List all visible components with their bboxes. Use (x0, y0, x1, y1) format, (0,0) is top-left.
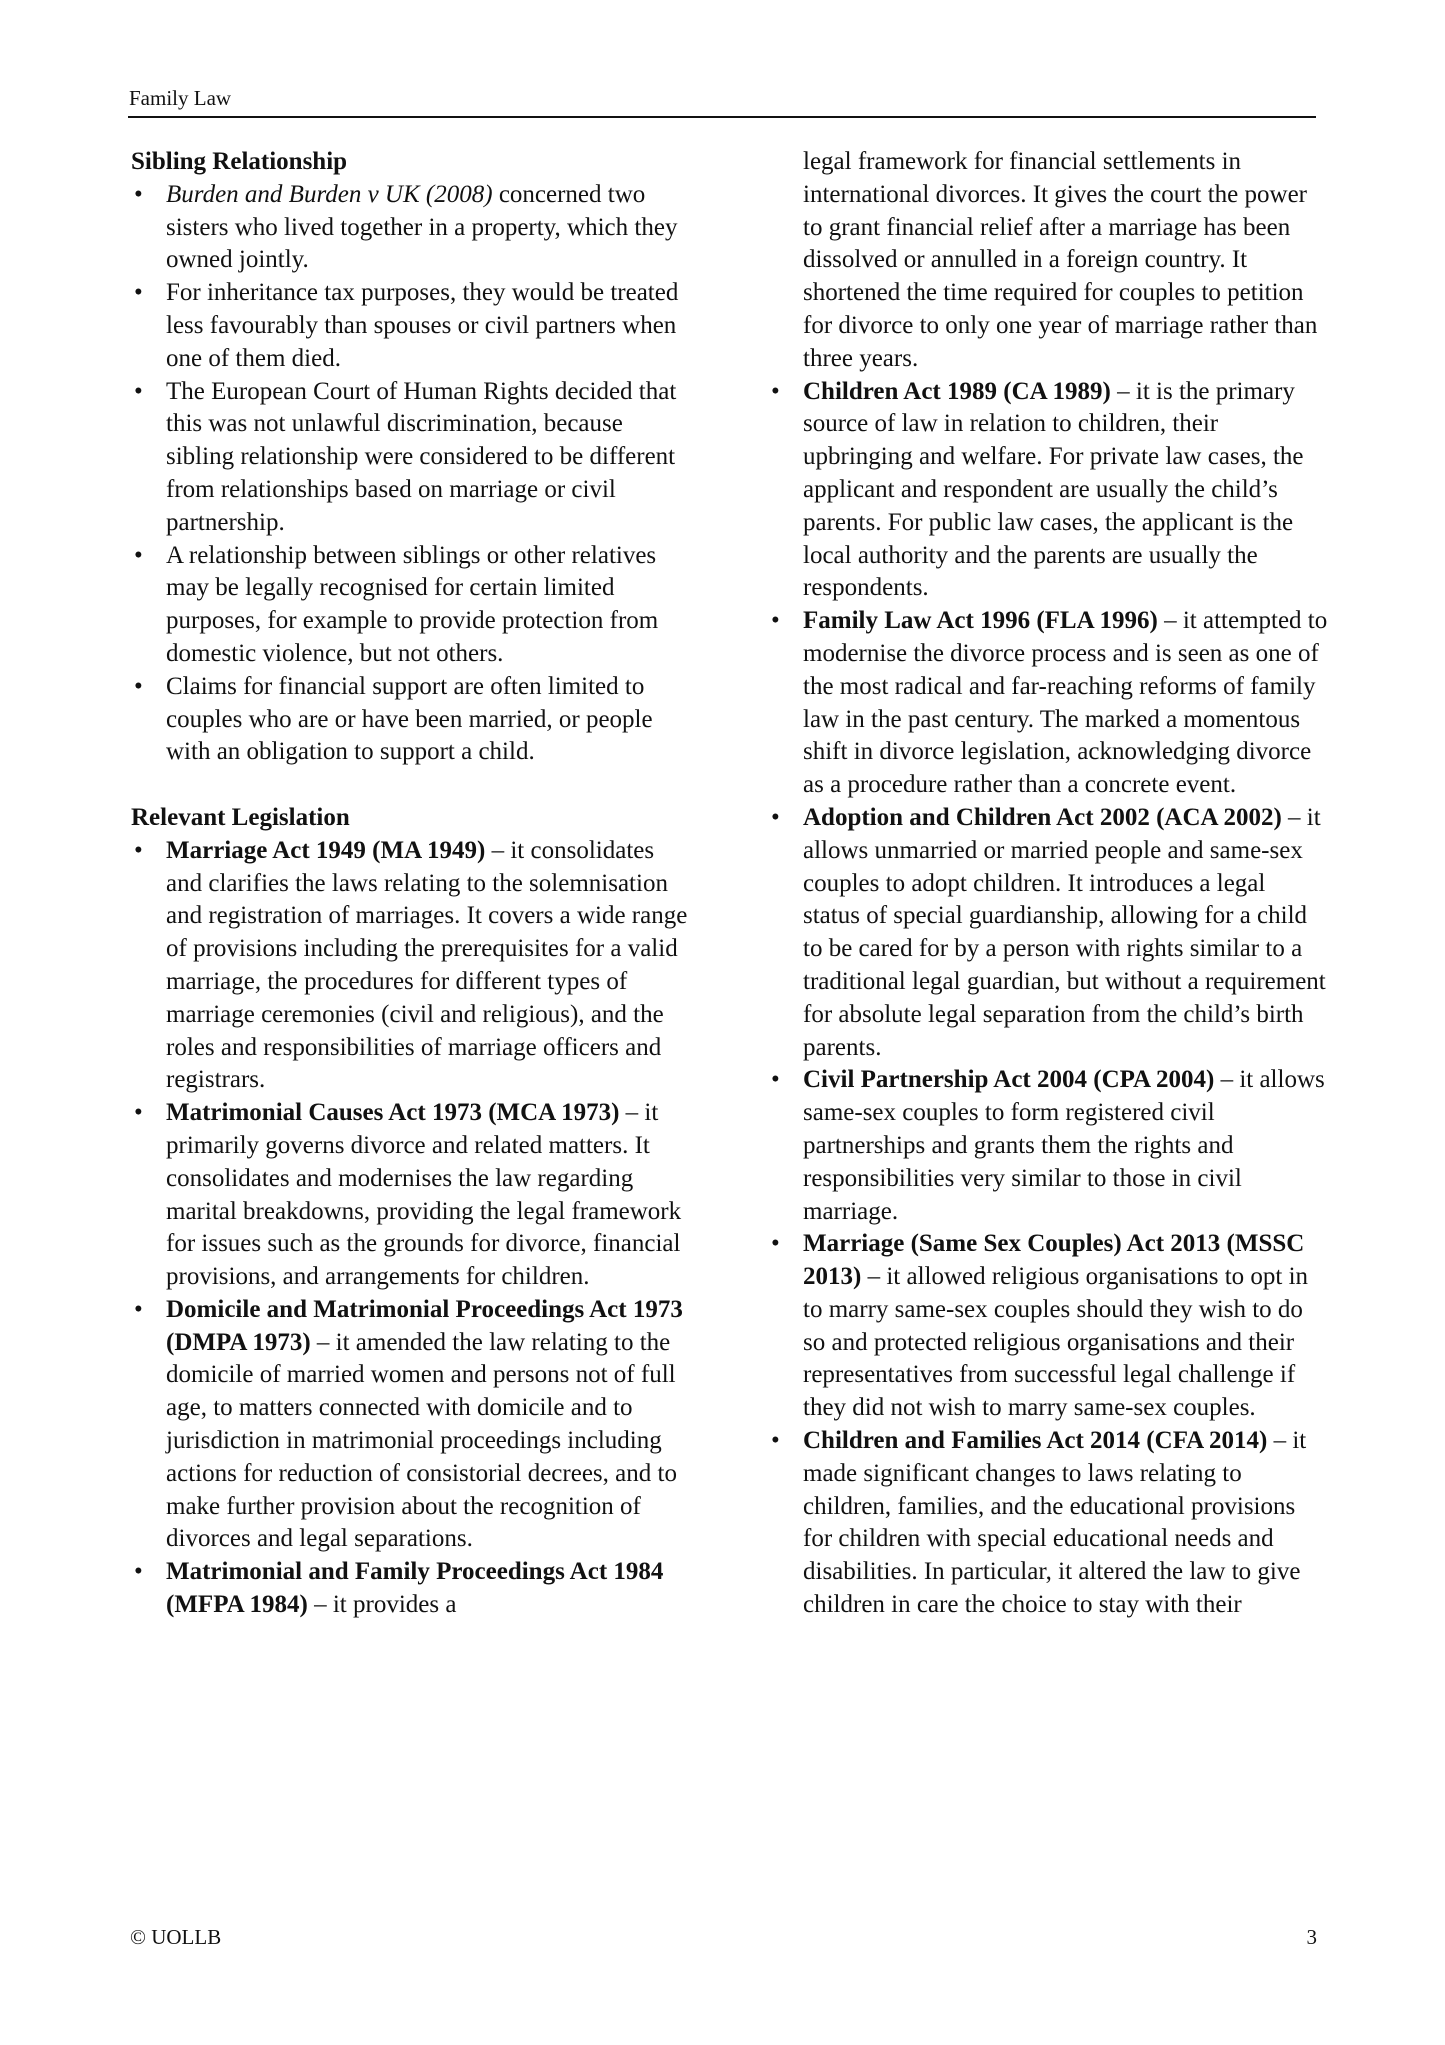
bullet-icon: • (134, 1558, 143, 1586)
act-title: Matrimonial and Family Proceedings Act 1984 (MFPA 1984) (166, 1558, 664, 1619)
list-item (768, 802, 1328, 1064)
list-item (131, 1097, 691, 1294)
header-divider (128, 116, 1316, 118)
list-item (131, 1556, 691, 1622)
list-item-text: Claims for financial support are often limited to couples who are or have been married, or people with an obligation to support a child. (166, 672, 653, 766)
act-title: Marriage Act 1949 (MA 1949) (166, 836, 486, 864)
list-item-text: – it allows same-sex couples to form registered civil partnerships and grants them the rights and responsibilities very similar to those in civil marriage. (803, 1066, 1325, 1225)
list-item-text: – it primarily governs divorce and related matters. It consolidates and modernises the law regarding marital breakdowns, providing the legal framework for issues such as the grounds for divorce, financial provisions, and arrangements for children. (166, 1099, 682, 1291)
bullet-icon: • (771, 1066, 780, 1094)
list-item-text: – it made significant changes to laws relating to children, families, and the educational provisions for children with special educational needs and disabilities. In particular, it altered the law to give children in care the choice to stay with their (803, 1427, 1307, 1619)
running-header-title: Family Law (129, 86, 232, 110)
section-heading-relevant-legislation: Relevant Legislation (131, 803, 350, 831)
list-item (768, 1425, 1328, 1622)
list-item (768, 1228, 1328, 1425)
list-item-text: – it provides a (307, 1591, 457, 1619)
list-item-text: – it is the primary source of law in relation to children, their upbringing and welfare. For private law cases, the applicant and respondent are usually the child’s parents. For public law cases, the applicant is the local authority and the parents are usually the respondents. (803, 377, 1304, 602)
legislation-bullet-list-right (768, 376, 1328, 1622)
legislation-bullet-list-left (131, 835, 691, 1622)
list-item (131, 835, 691, 1097)
list-item-text: concerned two sisters who lived together in a property, which they owned jointly. (166, 180, 678, 274)
act-title: Domicile and Matrimonial Proceedings Act 1973 (DMPA 1973) (166, 1295, 683, 1356)
bullet-icon: • (134, 836, 143, 864)
list-item-text: – it allows unmarried or married people and same-sex couples to adopt children. It introduces a legal status of special guardianship, allowing for a child to be cared for by a person with rights similar to a traditional legal guardian, but without a requirement for absolute legal separation from the child’s birth parents. (803, 803, 1326, 1061)
section-heading-sibling-relationship: Sibling Relationship (131, 148, 348, 175)
bullet-icon: • (771, 607, 780, 635)
list-item (131, 540, 691, 671)
list-item (768, 376, 1328, 606)
list-item-text: For inheritance tax purposes, they would be treated less favourably than spouses or civil partners when one of them died. (166, 279, 679, 372)
case-citation: Burden and Burden v UK (2008) (166, 180, 493, 208)
list-item-text: – it attempted to modernise the divorce process and is seen as one of the most radical and far-reaching reforms of family law in the past century. The marked a momentous shift in divorce legislation, acknowledging divorce as a procedure rather than a concrete event. (803, 607, 1328, 799)
act-title: Marriage (Same Sex Couples) Act 2013 (MSSC 2013) (803, 1230, 1305, 1291)
bullet-icon: • (771, 1427, 780, 1455)
list-item (131, 376, 691, 540)
act-title: Children and Families Act 2014 (CFA 2014) (803, 1427, 1268, 1455)
list-item-text: A relationship between siblings or other relatives may be legally recognised for certain limited purposes, for example to provide protection from domestic violence, but not others. (166, 541, 659, 667)
act-title: Family Law Act 1996 (FLA 1996) (803, 607, 1158, 635)
act-title: Matrimonial Causes Act 1973 (MCA 1973) (166, 1099, 620, 1127)
list-item (768, 1064, 1328, 1228)
footer-copyright: © UOLLB (130, 1925, 222, 1949)
bullet-icon: • (134, 180, 143, 208)
list-item (131, 671, 691, 769)
bullet-icon: • (134, 377, 143, 405)
page-number: 3 (1306, 1925, 1317, 1949)
continued-paragraph: legal framework for financial settlements in international divorces. It gives the court the power to grant financial relief after a marriage has been dissolved or annulled in a foreign country. It shortened the time required for couples to petition for divorce to only one year of marriage rather than three years. (803, 148, 1318, 372)
bullet-icon: • (771, 1230, 780, 1258)
bullet-icon: • (134, 1099, 143, 1127)
sibling-bullet-list (131, 179, 691, 769)
act-title: Children Act 1989 (CA 1989) (803, 377, 1111, 405)
list-item (131, 1294, 691, 1556)
list-item-text: – it consolidates and clarifies the laws relating to the solemnisation and registration of marriages. It covers a wide range of provisions including the prerequisites for a valid marriage, the procedures for different types of marriage ceremonies (civil and religious), and the roles and responsibilities of marriage officers and registrars. (166, 836, 688, 1094)
bullet-icon: • (771, 803, 780, 831)
bullet-icon: • (771, 377, 780, 405)
act-title: Civil Partnership Act 2004 (CPA 2004) (803, 1066, 1215, 1094)
bullet-icon: • (134, 541, 143, 569)
list-item (131, 277, 691, 375)
section-spacer (131, 769, 691, 802)
list-item (131, 179, 691, 277)
list-item-text: – it amended the law relating to the domicile of married women and persons not of full age, to matters connected with domicile and to jurisdiction in matrimonial proceedings including actions for reduction of consistorial decrees, and to make further provision about the recognition of divorces and legal separations. (166, 1328, 677, 1553)
act-title: Adoption and Children Act 2002 (ACA 2002) (803, 803, 1282, 831)
left-column (131, 146, 691, 1622)
list-item-text: – it allowed religious organisations to opt in to marry same-sex couples should they wish to do so and protected religious organisations and their representatives from successful legal challenge if they did not wish to marry same-sex couples. (803, 1263, 1309, 1422)
list-item-text: The European Court of Human Rights decided that this was not unlawful discrimination, because sibling relationship were considered to be different from relationships based on marriage or civil partnership. (166, 377, 677, 536)
bullet-icon: • (134, 1295, 143, 1323)
right-column (768, 146, 1328, 1622)
bullet-icon: • (134, 672, 143, 700)
bullet-icon: • (134, 279, 143, 307)
list-item (768, 605, 1328, 802)
